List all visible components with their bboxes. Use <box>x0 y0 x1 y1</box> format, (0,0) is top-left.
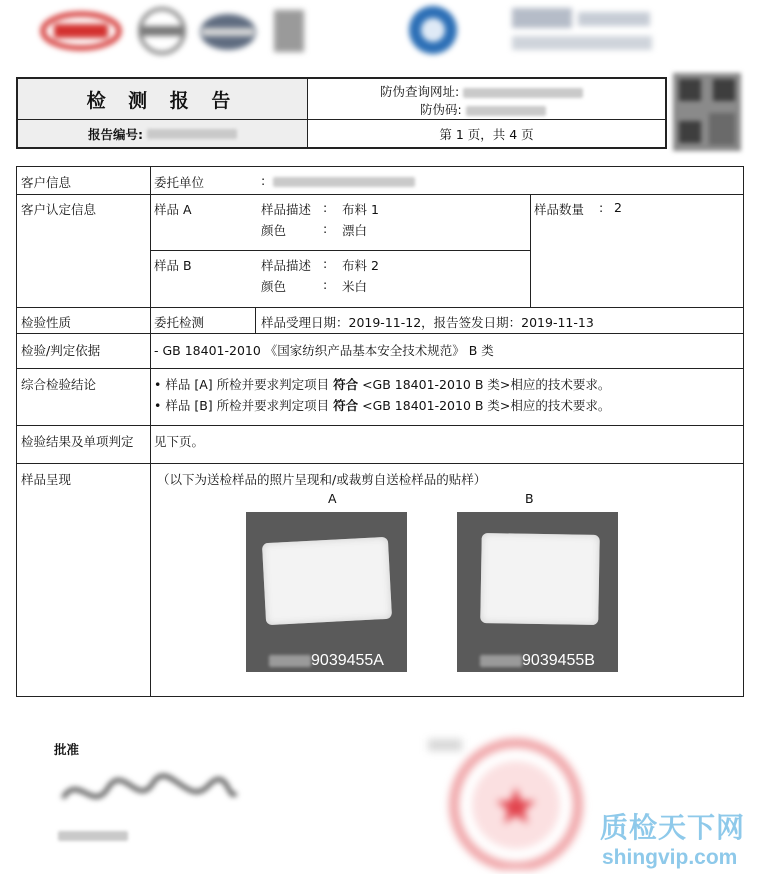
inspection-nature-value: 委托检测 <box>154 315 205 330</box>
sample-b-photo <box>457 512 618 672</box>
report-number-label: 报告编号: <box>88 126 143 142</box>
sample-b-name: 样品 B <box>154 258 192 273</box>
report-number-cell <box>18 120 308 147</box>
sample-a-color-value: 漂白 <box>342 223 368 238</box>
verify-url-redacted <box>463 88 583 98</box>
label-basis: 检验/判定依据 <box>21 343 101 358</box>
photo-a-caption: 9039455A <box>311 652 384 669</box>
label-inspection-nature: 检验性质 <box>21 315 72 330</box>
sample-a-color-label: 颜色 <box>261 223 287 238</box>
sample-qty-label: 样品数量 <box>534 202 585 217</box>
accreditation-logo <box>134 6 190 56</box>
verify-url-label: 防伪查询网址: <box>380 84 460 99</box>
page-info: 第 1 页，共 4 页 <box>439 126 534 142</box>
results-value: 见下页。 <box>154 434 205 449</box>
sample-a-desc-label: 样品描述 <box>261 202 312 217</box>
label-results: 检验结果及单项判定 <box>21 434 134 449</box>
label-client-info: 客户信息 <box>21 175 72 190</box>
watermark-cn: 质检天下网 <box>600 812 746 843</box>
client-unit-redacted <box>273 173 415 188</box>
photo-b-caption: 9039455B <box>522 652 595 669</box>
photo-a-letter: A <box>328 491 337 506</box>
verify-cell <box>308 79 665 120</box>
label-sample-presentation: 样品呈现 <box>21 472 72 487</box>
cma-logo <box>40 10 122 52</box>
client-unit-colon: : <box>261 173 266 188</box>
sample-b-color-label: 颜色 <box>261 279 287 294</box>
sample-a-name: 样品 A <box>154 202 192 217</box>
ilac-logo <box>264 6 312 56</box>
report-main-table: 客户信息 委托单位 : 客户认定信息 样品 A 样品描述 : 布料 1 颜色 : 漂白 样品 B 样品描述 : 布料 2 颜色 : 米白 样品数量 : 2 检验性质 委托检测 样品受理日期：2019-11-12，报告签发日期：2019-11-13 检验/判定依据 - GB 18401-2010 《国家纺织产品基本安全技术规范》 B 类 综合检验结论 • 样品 [A] 所检并要求判定项目 符合 <GB 18401-2010 B 类>相应的技术要求。 • 样品 [B] 所检并要求判定项目 符合 <GB 18401-2010 B 类>相应的技术要求。 检验结果及单项判定 见下页。 样品呈现 （以下为送检样品的照片呈现和/或裁剪自送检样品的贴样） A B 9039455A 9039455B <box>16 166 744 697</box>
sample-a-desc-value: 布料 1 <box>342 202 379 217</box>
report-title: 检 测 报 告 <box>18 79 308 120</box>
photo-b-letter: B <box>525 491 534 506</box>
inspection-dates: 样品受理日期：2019-11-12，报告签发日期：2019-11-13 <box>261 315 594 330</box>
report-header-table <box>16 77 667 149</box>
report-number-redacted <box>147 129 237 139</box>
approver-title-redacted <box>58 828 128 843</box>
verify-code-redacted <box>466 106 546 116</box>
sample-qty-value: 2 <box>614 200 622 215</box>
official-seal <box>424 725 596 870</box>
sample-b-color-value: 米白 <box>342 279 368 294</box>
label-conclusion: 综合检验结论 <box>21 377 97 392</box>
sample-b-desc-label: 样品描述 <box>261 258 312 273</box>
presentation-note: （以下为送检样品的照片呈现和/或裁剪自送检样品的贴样） <box>157 472 487 487</box>
company-name-logo <box>508 4 658 58</box>
company-logo <box>398 2 468 58</box>
label-client-confirmed: 客户认定信息 <box>21 202 97 217</box>
qr-code <box>673 73 741 151</box>
sample-b-desc-value: 布料 2 <box>342 258 379 273</box>
approve-label: 批准 <box>54 742 80 757</box>
conclusion-line-b: • 样品 [B] 所检并要求判定项目 符合 <GB 18401-2010 B 类>相应的技术要求。 <box>154 398 611 413</box>
watermark-en: shingvip.com <box>602 846 738 869</box>
basis-value: - GB 18401-2010 《国家纺织产品基本安全技术规范》 B 类 <box>154 343 494 358</box>
conclusion-line-a: • 样品 [A] 所检并要求判定项目 符合 <GB 18401-2010 B 类>相应的技术要求。 <box>154 377 611 392</box>
sample-a-photo <box>246 512 407 672</box>
approver-signature <box>58 768 238 818</box>
client-unit-label: 委托单位 <box>154 175 205 190</box>
verify-code-label: 防伪码: <box>420 102 462 117</box>
cnas-logo <box>196 10 260 54</box>
